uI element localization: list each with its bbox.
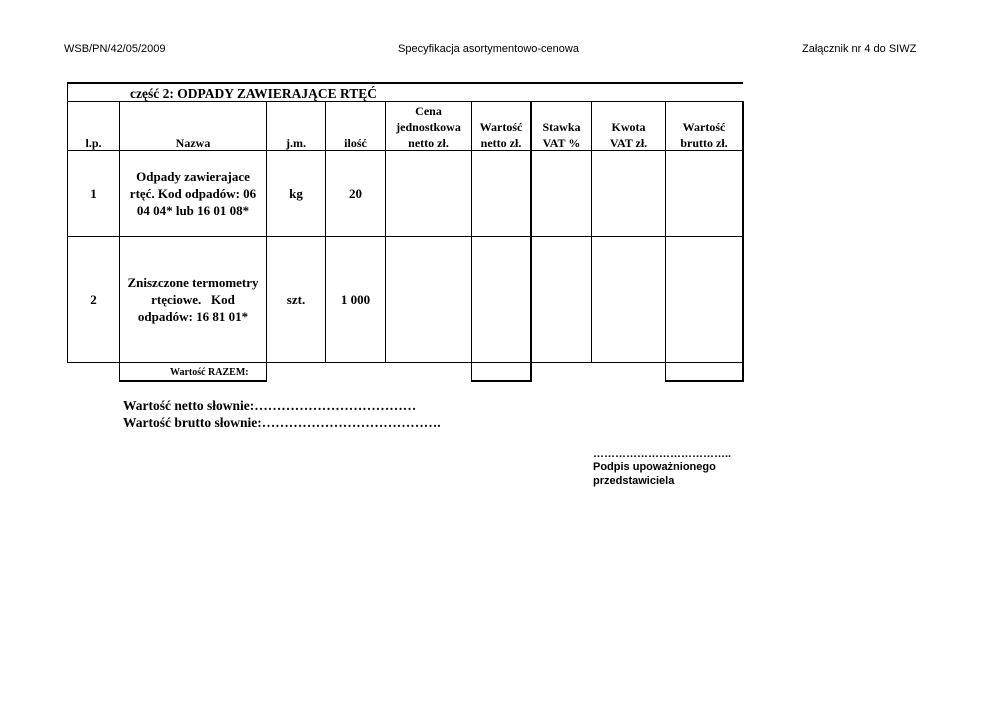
row1-nazwa-line2: rtęć. Kod odpadów: 06 — [129, 186, 257, 201]
header-lp: l.p. — [85, 135, 102, 150]
header-kwota-line1: Kwota — [611, 119, 646, 134]
document-reference: WSB/PN/42/05/2009 — [64, 43, 166, 55]
row1-jm: kg — [289, 185, 303, 201]
row2-nazwa-line3: odpadów: 16 81 01* — [137, 309, 249, 324]
signature-line: ……………………………….. — [593, 448, 732, 460]
document-title: Specyfikacja asortymentowo-cenowa — [398, 43, 579, 55]
row1-nazwa — [120, 151, 266, 236]
total-label: Wartość RAZEM: — [170, 367, 249, 378]
header-nazwa: Nazwa — [175, 135, 211, 150]
header-wartosc-brutto-line1: Wartość — [682, 119, 726, 134]
netto-in-words: Wartość netto słownie:……………………………… — [123, 398, 417, 413]
header-cena-line2: jednostkowa — [396, 119, 461, 134]
row1-nazwa-line3: 04 04* lub 16 01 08* — [136, 203, 250, 218]
header-ilosc: ilość — [344, 135, 367, 150]
total-label-box-bottom — [119, 380, 267, 382]
row2-lp: 2 — [90, 291, 97, 307]
section-title: część 2: ODPADY ZAWIERAJĄCE RTĘĆ — [130, 86, 378, 101]
table-right-border — [742, 101, 744, 382]
header-cena-line1: Cena — [415, 103, 442, 118]
row1-ilosc: 20 — [349, 185, 362, 201]
header-jm: j.m. — [286, 135, 306, 150]
header-stawka-line2: VAT % — [542, 135, 581, 150]
header-cena-line3: netto zł. — [408, 135, 449, 150]
total-netto-box-bottom — [471, 380, 532, 382]
header-wartosc-brutto-line2: brutto zł. — [680, 135, 728, 150]
row2-nazwa-line1: Zniszczone termometry — [127, 275, 259, 290]
signature-label-line1: Podpis upoważnionego — [593, 461, 716, 473]
header-wartosc-netto-line1: Wartość — [479, 119, 523, 134]
brutto-in-words: Wartość brutto słownie:…………………………………. — [123, 415, 441, 430]
table-top-border — [67, 82, 743, 84]
row1-lp: 1 — [90, 185, 97, 201]
total-brutto-box-bottom — [665, 380, 744, 382]
row2-nazwa-line2: rtęciowe. Kod — [151, 292, 235, 307]
header-wartosc-netto-line2: netto zł. — [480, 135, 522, 150]
row2-jm: szt. — [286, 291, 306, 307]
row2-nazwa — [120, 237, 266, 362]
row2-ilosc: 1 000 — [340, 291, 371, 307]
attachment-label: Załącznik nr 4 do SIWZ — [802, 43, 917, 55]
row1-nazwa-line1: Odpady zawierajace — [136, 169, 250, 184]
header-stawka-line1: Stawka — [542, 119, 581, 134]
header-kwota-line2: VAT zł. — [609, 135, 648, 150]
row2-bottom-line — [67, 362, 743, 363]
signature-label-line2: przedstawiciela — [593, 475, 675, 487]
